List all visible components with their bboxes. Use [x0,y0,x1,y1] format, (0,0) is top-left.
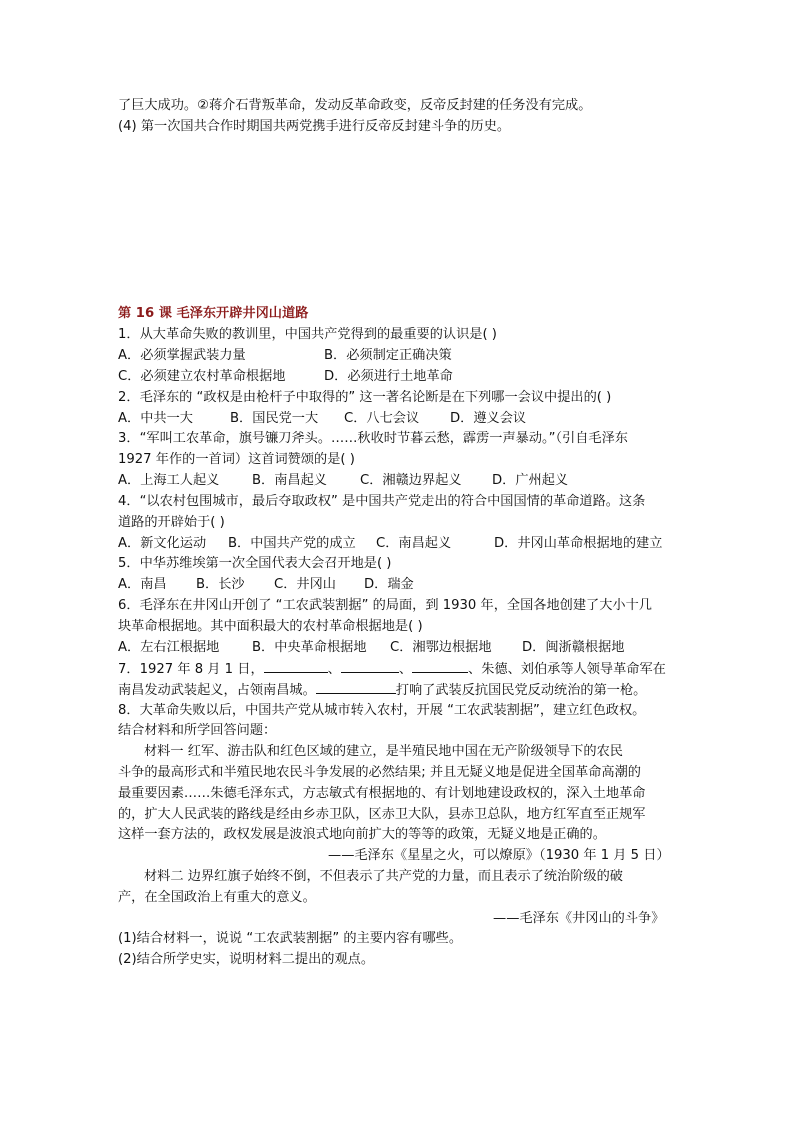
question-8-cont: 结合材料和所学回答问题： [118,723,277,738]
sub-question-1: (1)结合材料一，说说 “工农武装割据” 的主要内容有哪些。 [118,931,463,946]
option: C．八七会议 [344,411,420,426]
material-1-line: 材料一 红军、游击队和红色区域的建立，是半殖民地中国在无产阶级领导下的农民 [144,744,623,759]
question-6-cont: 块革命根据地。其中面积最大的农村革命根据地是( ) [118,619,423,634]
material-1-source: ——毛泽东《星星之火，可以燎原》（1930 年 1 月 5 日） [328,848,670,863]
question-6: 6．毛泽东在井冈山开创了 “工农武装割据” 的局面，到 1930 年，全国各地创建了大小十几 [118,598,652,613]
option: D．广州起义 [492,473,569,488]
option: B．中国共产党的成立 [228,536,356,551]
material-2-line: 材料二 边界红旗子始终不倒，不但表示了共产党的力量，而且表示了统治阶级的破 [144,869,623,884]
option: B．必须制定正确决策 [324,348,452,363]
option: A．上海工人起义 [118,473,220,488]
option: A．南昌 [118,577,167,592]
q7-text: 打响了武装反抗国民党反动统治的第一枪。 [395,683,647,698]
option: C．井冈山 [274,577,336,592]
material-1-line: 斗争的最高形式和半殖民地农民斗争发展的必然结果; 并且无疑义地是促进全国革命高潮的 [118,765,641,780]
option: A．左右江根据地 [118,640,220,655]
q4-options [118,534,662,554]
question-4: 4．“以农村包围城市，最后夺取政权” 是中国共产党走出的符合中国国情的革命道路。这条 [118,494,646,509]
option: D．瑞金 [364,577,414,592]
material-2-source: ——毛泽东《井冈山的斗争》 [493,911,665,926]
option: A．中共一大 [118,411,193,426]
option: D．必须进行土地革命 [324,369,453,384]
question-8: 8．大革命失败以后，中国共产党从城市转入农村，开展 “工农武装割据”，建立红色政权。 [118,703,646,718]
text-line: 了巨大成功。②蒋介石背叛革命，发动反革命政变，反帝反封建的任务没有完成。 [118,98,592,113]
question-3: 3．“军叫工农革命，旗号镰刀斧头。……秋收时节暮云愁，霹雳一声暴动。”（引自毛泽东 [118,431,628,446]
option: C．湘赣边界起义 [360,473,462,488]
question-4-cont: 道路的开辟始于( ) [118,515,225,530]
question-2: 2．毛泽东的 “政权是由枪杆子中取得的” 这一著名论断是在下列哪一会议中提出的( ) [118,390,612,405]
text-line: (4) 第一次国共合作时期国共两党携手进行反帝反封建斗争的历史。 [118,119,511,134]
q7-sep: 、 [398,662,413,677]
material-1-line: 的，扩大人民武装的路线是经由乡赤卫队，区赤卫大队，县赤卫总队，地方红军直至正规军 [118,807,646,822]
material-1-line: 最重要因素……朱德毛泽东式，方志敏式有根据地的、有计划地建设政权的，深入土地革命 [118,786,646,801]
answer-blank[interactable] [316,680,396,694]
material-2-line: 产，在全国政治上有重大的意义。 [118,890,316,905]
option: A．必须掌握武装力量 [118,348,246,363]
lesson-title: 第 16 课 毛泽东开辟井冈山道路 [118,306,309,321]
q7-sep: 、 [327,662,341,677]
option: B．国民党一大 [230,411,319,426]
material-1-line: 这样一套方法的，政权发展是波浪式地向前扩大的等等的政策，无疑义地是正确的。 [118,827,606,842]
option: B．长沙 [196,577,245,592]
option: C．湘鄂边根据地 [390,640,492,655]
option: D．闽浙赣根据地 [522,640,625,655]
question-1: 1．从大革命失败的教训里，中国共产党得到的最重要的认识是( ) [118,327,497,342]
q3-options [118,471,568,491]
option: C．南昌起义 [376,536,452,551]
sub-question-2: (2)结合所学史实，说明材料二提出的观点。 [118,952,375,967]
q5-options [118,575,414,595]
q2-options [118,409,526,429]
answer-blank[interactable] [412,659,468,673]
option: B．中央革命根据地 [252,640,367,655]
question-5: 5．中华苏维埃第一次全国代表大会召开地是( ) [118,556,392,571]
option: D．井冈山革命根据地的建立 [494,536,663,551]
question-7-cont [118,680,646,701]
q1-options-row1 [118,346,452,366]
q6-options [118,638,624,658]
option: A．新文化运动 [118,536,207,551]
option: D．遵义会议 [450,411,527,426]
option: C．必须建立农村革命根据地 [118,369,286,384]
option: B．南昌起义 [252,473,327,488]
question-7 [118,659,666,680]
q1-options-row2 [118,367,453,387]
answer-blank[interactable] [341,659,399,673]
q7-text: 、朱德、刘伯承等人领导革命军在 [468,662,666,677]
q7-text: 7．1927 年 8 月 1 日， [118,662,264,677]
answer-blank[interactable] [264,659,328,673]
question-3-cont: 1927 年作的一首词）这首词赞颂的是( ) [118,452,355,467]
q7-text: 南昌发动武装起义，占领南昌城。 [118,683,316,698]
